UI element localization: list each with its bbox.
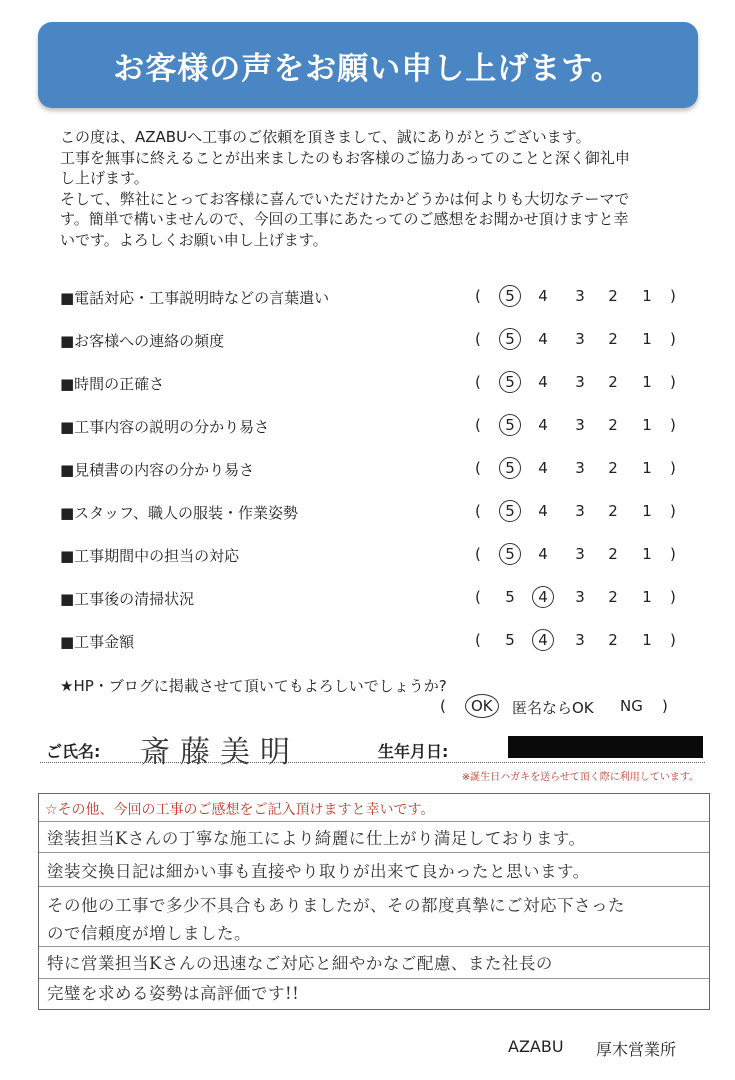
rating-option-selected[interactable]: 5 [499,543,521,565]
rating-option[interactable]: 3 [575,502,585,520]
paren-close: ) [670,330,676,348]
rating-scale [475,627,695,657]
rating-option[interactable]: 1 [642,373,652,391]
rating-option[interactable]: 2 [608,545,618,563]
rating-row [60,326,700,356]
rating-option[interactable]: 3 [575,416,585,434]
paren-close: ) [670,416,676,434]
rating-option[interactable]: 2 [608,287,618,305]
rating-option[interactable]: 3 [575,459,585,477]
rating-option[interactable]: 2 [608,631,618,649]
rating-scale [475,584,695,614]
redacted-birthdate [508,736,703,758]
paren-close: ) [670,588,676,606]
question-label: ■工事期間中の担当の対応 [60,547,240,565]
rating-scale [475,455,695,485]
rating-option-selected[interactable]: 4 [532,586,554,608]
rating-scale [475,498,695,528]
rating-scale [475,412,695,442]
paren-close: ) [670,545,676,563]
rating-option[interactable]: 2 [608,373,618,391]
rating-option[interactable]: 1 [642,287,652,305]
name-value: 斎藤美明 [140,735,300,770]
question-label: ■時間の正確さ [60,375,165,393]
paren-open: ( [475,588,481,606]
paren-open: ( [440,697,446,715]
rating-option[interactable]: 1 [642,545,652,563]
paren-open: ( [475,373,481,391]
rating-option-selected[interactable]: 5 [499,500,521,522]
rating-option[interactable]: 1 [642,459,652,477]
comment-line: 特に営業担当Kさんの迅速なご対応と細やかなご配慮、また社長の [47,954,553,973]
question-label: ■工事後の清掃状況 [60,590,195,608]
rating-option[interactable]: 4 [538,459,548,477]
paren-open: ( [475,416,481,434]
rating-scale [475,283,695,313]
rating-option[interactable]: 1 [642,502,652,520]
rule-line [39,821,709,822]
intro-line: す。簡単で構いませんので、今回の工事にあたってのご感想をお聞かせ頂けますと幸 [60,210,629,228]
paren-close: ) [670,373,676,391]
rating-option[interactable]: 3 [575,373,585,391]
question-label: ■スタッフ、職人の服装・作業姿勢 [60,504,298,522]
rating-row [60,541,700,571]
rating-option[interactable]: 4 [538,545,548,563]
divider [40,762,705,763]
rating-scale [475,326,695,356]
intro-text [60,127,680,250]
paren-open: ( [475,459,481,477]
rating-option[interactable]: 4 [538,502,548,520]
rating-option-selected[interactable]: 4 [532,629,554,651]
rating-option[interactable]: 4 [538,416,548,434]
paren-open: ( [475,545,481,563]
intro-line: 工事を無事に終えることが出来ましたのもお客様のご協力あってのことと深く御礼申 [60,148,630,167]
question-label: ■お客様への連絡の頻度 [60,332,225,350]
rating-row [60,498,700,528]
rule-line [39,946,709,947]
rating-row [60,283,700,313]
paren-close: ) [670,631,676,649]
rating-row [60,455,700,485]
question-label: ■電話対応・工事説明時などの言葉遣い [60,289,330,307]
comment-line: その他の工事で多少不具合もありましたが、その都度真摯にご対応下さった [47,896,625,915]
rating-row [60,584,700,614]
paren-open: ( [475,502,481,520]
rating-option[interactable]: 1 [642,416,652,434]
rating-option[interactable]: 5 [505,631,515,649]
rule-line [39,852,709,853]
rating-row [60,412,700,442]
rating-option-selected[interactable]: 5 [499,285,521,307]
intro-line: し上げます。 [60,169,149,187]
paren-open: ( [475,330,481,348]
paren-open: ( [475,287,481,305]
rating-option[interactable]: 3 [575,588,585,606]
page-title: お客様の声をお願い申し上げます。 [113,50,623,87]
company-name: AZABU [508,1037,564,1056]
rating-option[interactable]: 2 [608,459,618,477]
rating-option[interactable]: 5 [505,588,515,606]
hp-permission-question: ★HP・ブログに掲載させて頂いてもよろしいでしょうか? [60,677,447,695]
intro-line: この度は、AZABUへ工事のご依頼を頂きまして、誠にありがとうございます。 [60,128,591,146]
rating-row [60,627,700,657]
question-label: ■工事内容の説明の分かり易さ [60,418,270,436]
rule-line [39,886,709,887]
option-anonymous[interactable]: 匿名ならOK [512,699,594,717]
comment-line: 塗装交換日記は細かい事も直接やり取りが出来て良かったと思います。 [47,862,590,881]
rating-option[interactable]: 2 [608,502,618,520]
birthdate-label: 生年月日: [378,742,449,761]
intro-line: いです。よろしくお願い申し上げます。 [60,230,328,249]
paren-open: ( [475,631,481,649]
hp-permission-options [440,697,680,721]
comment-line: 完璧を求める姿勢は高評価です!! [47,984,300,1003]
rating-scale [475,541,695,571]
rule-line [39,978,709,979]
intro-line: そして、弊社にとってお客様に喜んでいただけたかどうかは何よりも大切なテーマで [60,189,630,208]
rating-scale [475,369,695,399]
birthday-note: ※誕生日ハガキを送らせて頂く際に利用しています。 [461,772,699,783]
title-banner [38,22,698,108]
rating-option[interactable]: 2 [608,588,618,606]
rating-option[interactable]: 1 [642,631,652,649]
rating-row [60,369,700,399]
rating-option[interactable]: 3 [575,631,585,649]
comment-line: ので信頼度が増しました。 [47,924,251,943]
rating-option[interactable]: 2 [608,416,618,434]
rating-option[interactable]: 4 [538,287,548,305]
rating-option[interactable]: 3 [575,545,585,563]
rating-option-selected[interactable]: 5 [499,414,521,436]
rating-option-selected[interactable]: 5 [499,371,521,393]
option-ok-selected[interactable]: OK [465,694,499,718]
rating-option-selected[interactable]: 5 [499,457,521,479]
rating-option[interactable]: 3 [575,330,585,348]
rating-option[interactable]: 1 [642,330,652,348]
comment-line: 塗装担当Kさんの丁寧な施工により綺麗に仕上がり満足しております。 [47,829,586,848]
paren-close: ) [662,697,668,715]
name-label: ご氏名: [46,742,101,761]
rating-option[interactable]: 1 [642,588,652,606]
paren-close: ) [670,459,676,477]
paren-close: ) [670,287,676,305]
question-label: ■工事金額 [60,633,135,651]
branch-name: 厚木営業所 [596,1040,677,1059]
rating-option[interactable]: 4 [538,373,548,391]
rating-option[interactable]: 4 [538,330,548,348]
option-ng[interactable]: NG [620,697,643,715]
rating-option-selected[interactable]: 5 [499,328,521,350]
rating-option[interactable]: 2 [608,330,618,348]
rating-option[interactable]: 3 [575,287,585,305]
comment-box [38,793,710,1010]
paren-close: ) [670,502,676,520]
question-label: ■見積書の内容の分かり易さ [60,461,255,479]
comment-heading: ☆その他、今回の工事のご感想をご記入頂けますと幸いです。 [45,802,435,818]
